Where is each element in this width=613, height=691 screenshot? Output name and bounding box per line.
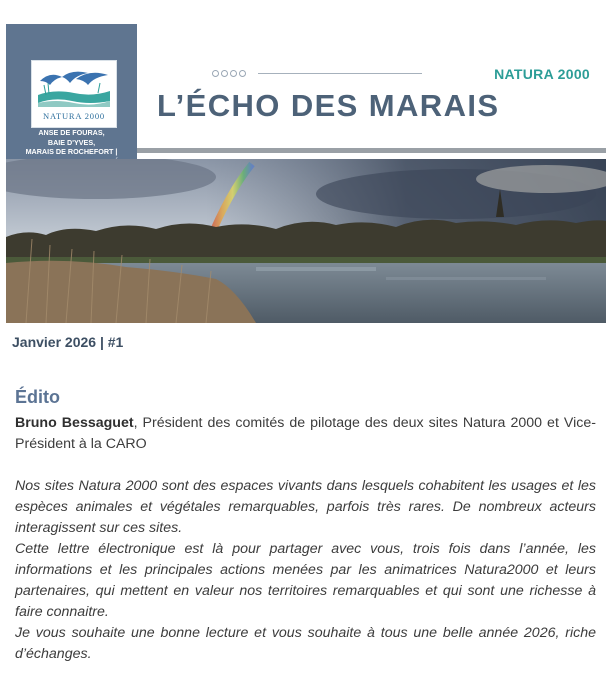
header-bar: [137, 148, 606, 153]
header-divider: [258, 73, 422, 74]
issue-date: Janvier 2026 | #1: [12, 334, 124, 350]
edito-author: [15, 413, 596, 455]
decorative-dots: [212, 70, 248, 78]
network-label: NATURA 2000: [494, 66, 590, 82]
marsh-landscape-photo: [6, 159, 606, 323]
site-name-line: ANSE DE FOURAS,: [38, 128, 105, 137]
newsletter-title: L’ÉCHO DES MARAIS: [157, 88, 500, 123]
edito-paragraph: Cette lettre électronique est là pour partager avec vous, trois fois dans l’année, les informations et les principales actions menées par les animatrices Natura2000 et leurs partenaires, qui mettent en valeur nos territoires remarquables et qui sont une richesse à faire connaitre.: [15, 541, 596, 620]
site-logo-block: [6, 24, 137, 178]
author-role: , Président des comités de pilotage des deux sites Natura 2000 et Vice-Président à la CARO: [15, 415, 596, 452]
edito-paragraph: Je vous souhaite une bonne lecture et vous souhaite à tous une belle année 2026, riche d’échanges.: [15, 625, 596, 662]
natura2000-logo-icon: [31, 60, 117, 128]
logo-wordmark: NATURA 2000: [43, 111, 105, 121]
author-name: Bruno Bessaguet: [15, 415, 134, 431]
edito-paragraph: Nos sites Natura 2000 sont des espaces vivants dans lesquels cohabitent les usages et les espèces animales et végétales remarquables, parfois très rares. De nombreux acteurs interagissent sur ces sites.: [15, 478, 596, 536]
edito-body: [15, 476, 596, 665]
site-name-line: BAIE D'YVES,: [47, 137, 96, 147]
edito-heading: Édito: [15, 387, 60, 407]
site-name-line: MARAIS DE ROCHEFORT |: [25, 147, 118, 157]
